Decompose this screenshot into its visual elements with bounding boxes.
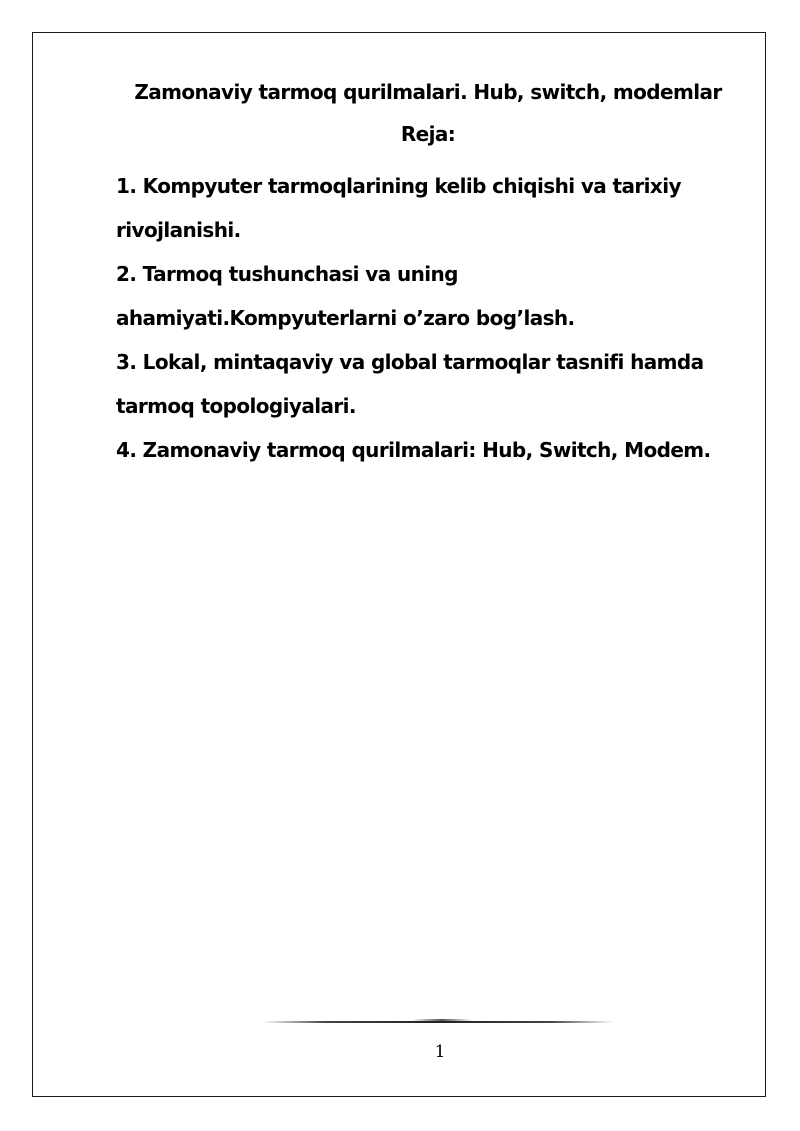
- page-number: 1: [434, 1042, 446, 1062]
- plan-item-3: 3. Lokal, mintaqaviy va global tarmoqlar tasnifi hamda tarmoq topologiyalari.: [116, 350, 704, 418]
- footer-divider: [262, 1021, 614, 1023]
- plan-heading: Reja:: [400, 122, 456, 146]
- plan-list: [116, 164, 726, 472]
- plan-item-2: 2. Tarmoq tushunchasi va uning ahamiyati.Kompyuterlarni o’zaro bog’lash.: [116, 262, 575, 330]
- plan-item-4: 4. Zamonaviy tarmoq qurilmalari: Hub, Switch, Modem.: [116, 438, 711, 462]
- document-title: Zamonaviy tarmoq qurilmalari. Hub, switch, modemlar: [134, 80, 722, 104]
- plan-item-1: 1. Kompyuter tarmoqlarining kelib chiqishi va tarixiy rivojlanishi.: [116, 174, 681, 242]
